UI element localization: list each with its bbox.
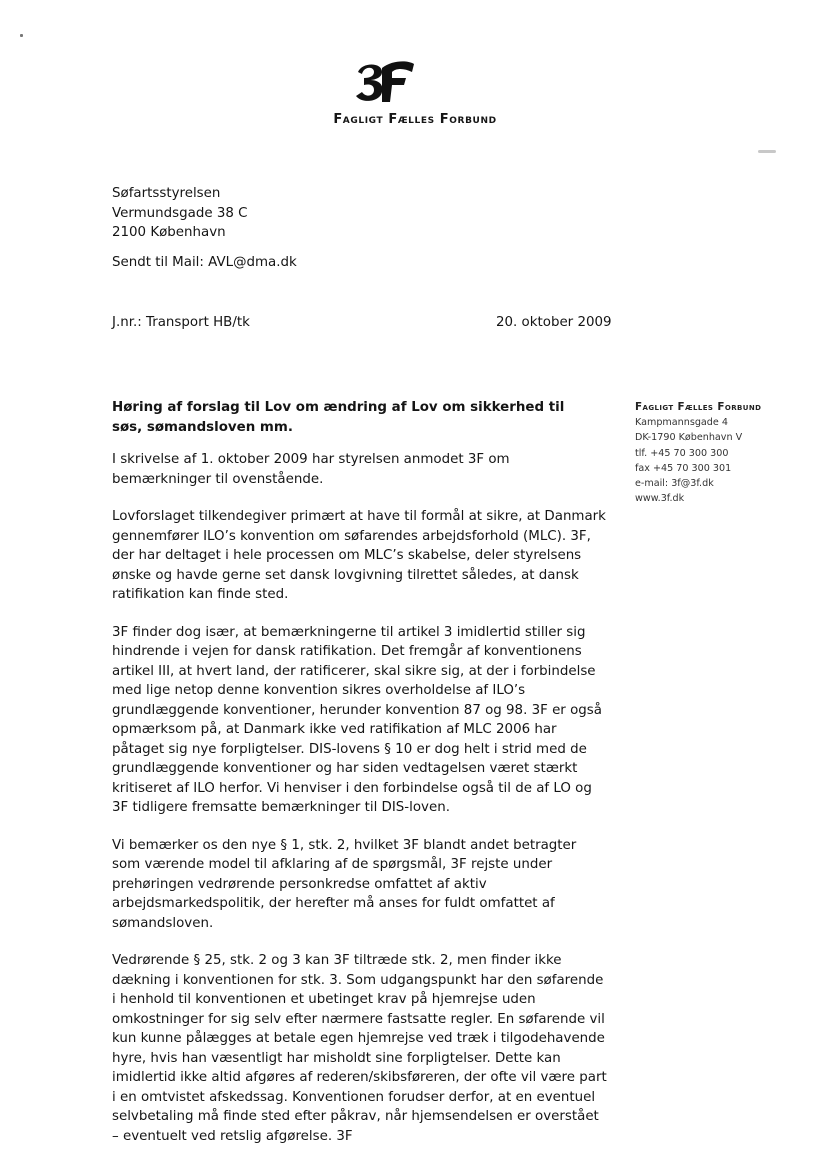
recipient-line: 2100 København <box>112 225 226 240</box>
body-paragraph: Lovforslaget tilkendegiver primært at have til formål at sikre, at Danmark gennemfører ILO’s konvention om søfarendes arbejdsforhold (MLC). 3F, der har deltaget i hele processen om MLC’s skabelse, deler styrelsens ønske og havde gerne set dansk lovgivning tilrettet således, at dansk ratifikation kan finde sted. <box>112 509 606 602</box>
letter-date: 20. oktober 2009 <box>496 315 612 330</box>
recipient-address <box>112 184 247 243</box>
letter-subject: Høring af forslag til Lov om ændring af Lov om sikkerhed til søs, sømandsloven mm. <box>112 400 565 435</box>
body-paragraph: Vi bemærker os den nye § 1, stk. 2, hvilket 3F blandt andet betragter som værende model til afklaring af de spørgsmål, 3F rejste under prehøringen vedrørende personkredse omfattet af aktiv arbejdsmarkedspolitik, der herefter må anses for fuldt omfattet af sømandsloven. <box>112 837 577 931</box>
sender-street: Kampmannsgade 4 <box>635 417 728 429</box>
letter-body <box>112 450 608 1164</box>
recipient-line: Søfartsstyrelsen <box>112 186 221 201</box>
scan-mark <box>20 34 23 37</box>
sender-web: www.3f.dk <box>635 493 685 505</box>
sender-address-box <box>635 400 795 506</box>
sender-name: Fagligt Fælles Forbund <box>635 401 762 413</box>
sender-email: e-mail: 3f@3f.dk <box>635 478 714 490</box>
3f-logo-icon <box>352 58 416 106</box>
sent-to-line: Sendt til Mail: AVL@dma.dk <box>112 255 297 270</box>
body-paragraph: 3F finder dog især, at bemærkningerne til artikel 3 imidlertid stiller sig hindrende i vejen for dansk ratifikation. Det fremgår af konventionens artikel III, at hvert land, der ratificerer, skal sikre sig, at der i forbindelse med lige netop denne konvention sikres overholdelse af ILO’s grundlæggende konventioner, herunder konvention 87 og 98. 3F er også opmærksom på, at Danmark ikke ved ratifikation af MLC 2006 har påtaget sig nye forpligtelser. DIS-lovens § 10 er dog helt i strid med de grundlæggende konventioner og har siden vedtagelsen været stærkt kritiseret af ILO herfor. Vi henviser i den forbindelse også til de af LO og 3F tidligere fremsatte bemærkninger til DIS-loven. <box>112 624 602 815</box>
sender-city: DK-1790 København V <box>635 432 743 444</box>
reference-number: J.nr.: Transport HB/tk <box>112 315 250 330</box>
body-paragraph: Vedrørende § 25, stk. 2 og 3 kan 3F tiltræde stk. 2, men finder ikke dækning i konventionen for stk. 3. Som udgangspunkt har den søfarende i henhold til konventionen et ubetinget krav på hjemrejse uden omkostninger for sig selv efter nærmere fastsatte regler. En søfarende vil kun kunne pålægges at betale egen hjemrejse ved træk i tilgodehavende hyre, hvis han væsentligt har misholdt sine forpligtelser. Dette kan imidlertid ikke altid afgøres af rederen/skibsføreren, der ofte vil være part i en omtvistet afskedssag. Konventionen forudser derfor, at en eventuel selvbetaling må finde sted efter påkrav, når hjemsendelsen er overstået – eventuelt ved retslig afgørelse. 3F <box>112 953 607 1144</box>
scan-speck <box>758 150 776 153</box>
recipient-line: Vermundsgade 38 C <box>112 205 248 221</box>
letterhead-org-name: Fagligt Fælles Forbund <box>333 112 497 127</box>
sender-phone: tlf. +45 70 300 300 <box>635 447 729 459</box>
body-paragraph: I skrivelse af 1. oktober 2009 har styrelsen anmodet 3F om bemærkninger til ovenstående. <box>112 452 510 487</box>
sender-fax: fax +45 70 300 301 <box>635 462 732 474</box>
